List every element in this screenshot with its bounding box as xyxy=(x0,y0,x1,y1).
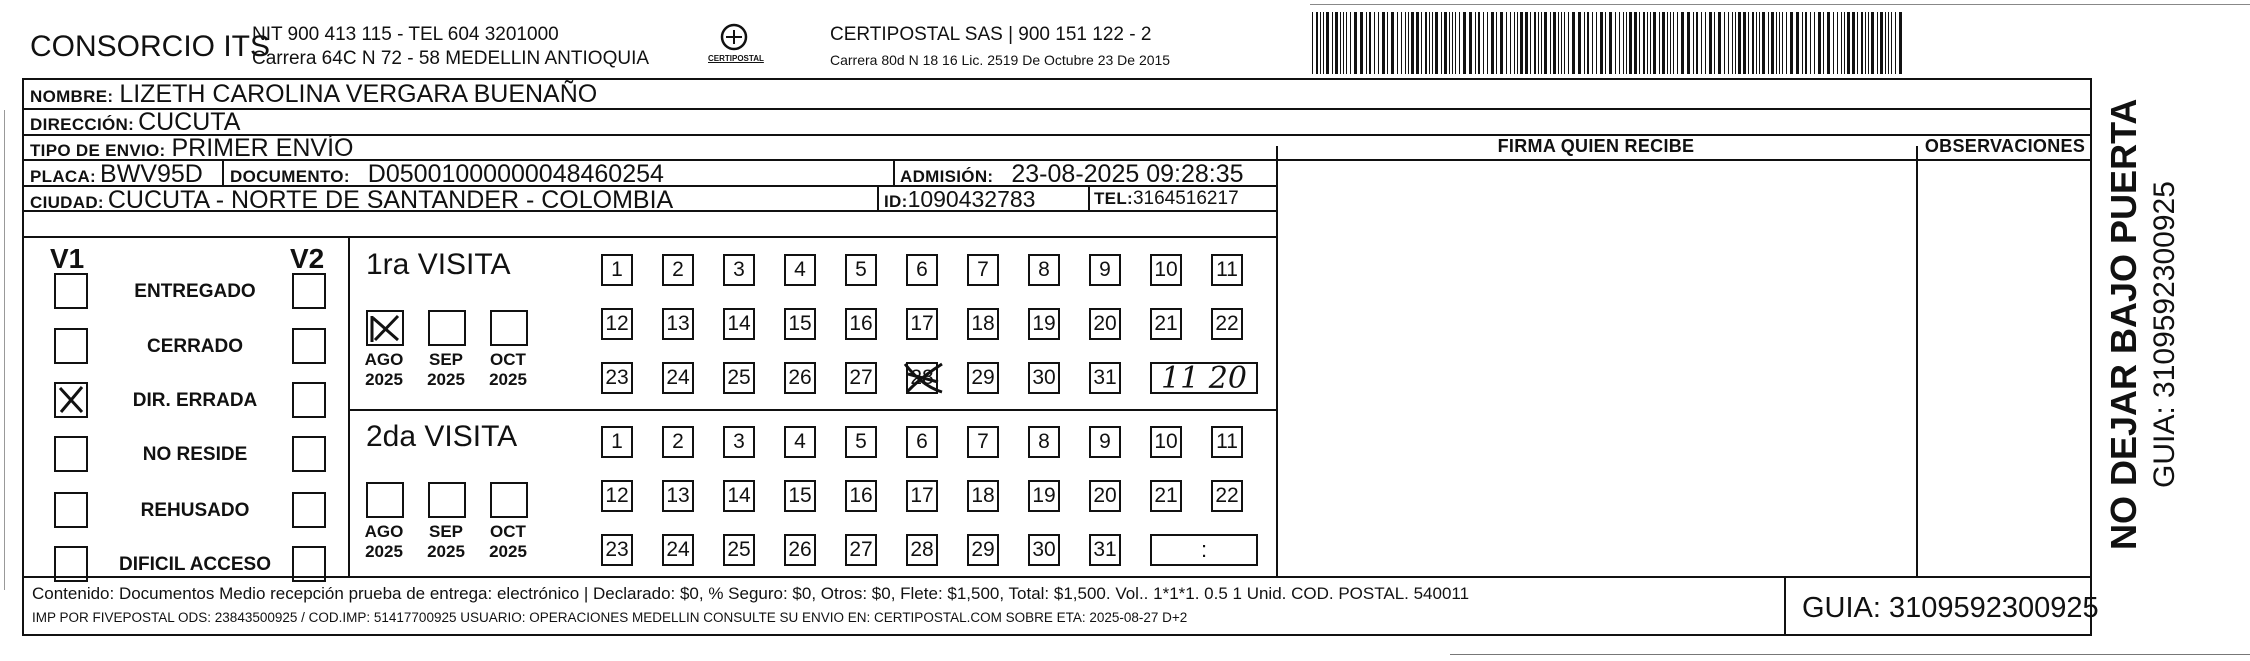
status-option-label: DIFICIL ACCESO xyxy=(118,554,271,575)
v1-checkbox[interactable] xyxy=(54,382,88,418)
day-box[interactable]: 1 xyxy=(601,426,633,458)
x-mark-icon xyxy=(368,312,402,344)
barcode-bar xyxy=(1525,12,1528,74)
barcode-bar xyxy=(1553,12,1556,74)
month-label xyxy=(482,350,534,390)
month-label xyxy=(358,522,410,562)
barcode-bar xyxy=(1714,12,1715,74)
day-box[interactable]: 6 xyxy=(906,254,938,286)
barcode-bar xyxy=(1405,12,1406,74)
barcode-bar xyxy=(1449,12,1450,74)
barcode-bar xyxy=(1696,12,1698,74)
barcode-bar xyxy=(1530,12,1531,74)
barcode-bar xyxy=(1650,12,1651,74)
barcode-bar xyxy=(1374,12,1375,74)
barcode-bar xyxy=(1534,12,1536,74)
v1-header: V1 xyxy=(50,243,85,274)
barcode-bar xyxy=(1673,12,1674,74)
status-option-label: REHUSADO xyxy=(140,500,250,521)
day-box[interactable]: 5 xyxy=(845,254,877,286)
day-box[interactable]: 15 xyxy=(784,480,816,512)
barcode-bar xyxy=(1452,12,1453,74)
firma-area[interactable] xyxy=(1280,162,1912,574)
observaciones-header: OBSERVACIONES xyxy=(1924,136,2086,156)
barcode-bar xyxy=(1790,12,1793,74)
barcode-bar xyxy=(1629,12,1632,74)
day-box[interactable]: 22 xyxy=(1211,480,1243,512)
day-box[interactable]: 28 xyxy=(906,534,938,566)
barcode-bar xyxy=(1852,12,1855,74)
barcode-bar xyxy=(1709,12,1712,74)
ciudad-label: CIUDAD: xyxy=(30,193,104,212)
day-box[interactable]: 27 xyxy=(845,362,877,394)
barcode-bar xyxy=(1584,12,1585,74)
day-box[interactable]: 19 xyxy=(1028,480,1060,512)
barcode-bar xyxy=(1558,12,1559,74)
barcode-bar xyxy=(1382,12,1385,74)
barcode-bar xyxy=(1408,12,1409,74)
barcode-bar xyxy=(1463,12,1466,74)
barcode-bar xyxy=(1312,12,1313,74)
barcode-bar xyxy=(1335,12,1338,74)
status-option-label: NO RESIDE xyxy=(142,444,248,465)
barcode-bar xyxy=(1728,12,1729,74)
day-box[interactable]: 31 xyxy=(1089,362,1121,394)
barcode-bar xyxy=(1491,12,1494,74)
barcode-bar xyxy=(1841,12,1842,74)
barcode-bar xyxy=(1578,12,1581,74)
placa-cell xyxy=(30,160,203,189)
barcode-bar xyxy=(1520,12,1523,74)
footer-contenido: Contenido: Documentos Medio recepción prueba de entrega: electrónico | Declarado: $0, % Seguro: $0, Otros: $0, Flete: $1,500, Total: $1,500. Vol.. 1*1*1. 0.5 1 Unid. COD. POSTAL. 540011 xyxy=(32,584,1470,603)
barcode-bar xyxy=(1735,12,1736,74)
barcode-bar xyxy=(1681,12,1684,74)
barcode-bar xyxy=(1429,12,1430,74)
day-box[interactable]: 7 xyxy=(967,254,999,286)
barcode-bar xyxy=(1496,12,1497,74)
barcode-bar xyxy=(1732,12,1733,74)
id-value: 1090432783 xyxy=(907,186,1036,212)
status-option-label: DIR. ERRADA xyxy=(132,390,258,411)
barcode-bar xyxy=(1880,12,1883,74)
day-box[interactable]: 9 xyxy=(1089,426,1121,458)
day-box[interactable]: 8 xyxy=(1028,254,1060,286)
v2-checkbox[interactable] xyxy=(292,546,326,582)
barcode-bar xyxy=(1653,12,1656,74)
v1-checkbox[interactable] xyxy=(54,328,88,364)
barcode-bar xyxy=(1743,12,1746,74)
barcode-bar xyxy=(1346,12,1347,74)
barcode-bar xyxy=(1332,12,1333,74)
barcode-bar xyxy=(1538,12,1539,74)
day-box[interactable]: 12 xyxy=(601,480,633,512)
barcode-bar xyxy=(1340,12,1341,74)
barcode-bar xyxy=(1483,12,1484,74)
carrier-name: CERTIPOSTAL SAS | 900 151 122 - 2 xyxy=(830,24,1152,45)
ciudad-cell xyxy=(30,186,673,215)
day-box[interactable]: 4 xyxy=(784,426,816,458)
month-checkbox[interactable] xyxy=(428,482,466,518)
documento-label: DOCUMENTO: xyxy=(230,167,350,186)
barcode-bar xyxy=(1596,12,1597,74)
barcode-bar xyxy=(1771,12,1774,74)
barcode-bar xyxy=(1587,12,1589,74)
barcode-bar xyxy=(1561,12,1562,74)
day-box[interactable]: 2 xyxy=(662,254,694,286)
day-box[interactable]: 12 xyxy=(601,308,633,340)
footer-imp: IMP POR FIVEPOSTAL ODS: 23843500925 / COD.IMP: 51417700925 USUARIO: OPERACIONES MEDELLIN CONSULTE SU ENVIO EN: CERTIPOSTAL.COM SOBRE ETA: 2025-08-27 D+2 xyxy=(32,610,1188,625)
barcode-bar xyxy=(1444,12,1447,74)
nombre-value: LIZETH CAROLINA VERGARA BUENAÑO xyxy=(119,80,598,108)
barcode-bar xyxy=(1619,12,1620,74)
ciudad-value: CUCUTA - NORTE DE SANTANDER - COLOMBIA xyxy=(107,186,674,214)
day-box[interactable]: 8 xyxy=(1028,426,1060,458)
v2-header: V2 xyxy=(290,243,325,274)
barcode-bar xyxy=(1323,12,1324,74)
x-mark-icon xyxy=(56,384,86,416)
barcode-bar xyxy=(1564,12,1565,74)
barcode-bar xyxy=(1861,12,1863,74)
barcode-bar xyxy=(1888,12,1889,74)
barcode-bar xyxy=(1360,12,1363,74)
barcode-bar xyxy=(1387,12,1388,74)
month-name: AGO xyxy=(364,350,404,369)
barcode-bar xyxy=(1782,12,1783,74)
tel-cell xyxy=(1094,188,1239,210)
barcode-bar xyxy=(1354,12,1357,74)
month-label xyxy=(358,350,410,390)
day-box[interactable]: 18 xyxy=(967,308,999,340)
day-box[interactable]: 14 xyxy=(723,480,755,512)
time-field[interactable]: : xyxy=(1150,534,1258,566)
day-box[interactable]: 21 xyxy=(1150,308,1182,340)
status-option-label: ENTREGADO xyxy=(134,281,256,302)
day-box[interactable]: 7 xyxy=(967,426,999,458)
month-checkbox[interactable] xyxy=(490,310,528,346)
barcode-bar xyxy=(1814,12,1815,74)
day-box[interactable]: 26 xyxy=(784,534,816,566)
v2-checkbox[interactable] xyxy=(292,492,326,528)
barcode-bar xyxy=(1667,12,1668,74)
month-year: 2025 xyxy=(365,370,403,389)
barcode-bar xyxy=(1705,12,1706,74)
barcode-bar xyxy=(1326,12,1329,74)
barcode-bar xyxy=(1718,12,1721,74)
documento-cell xyxy=(230,160,664,189)
admision-cell xyxy=(900,160,1244,189)
barcode-bar xyxy=(1416,12,1419,74)
no-dejar-bajo-puerta: NO DEJAR BAJO PUERTA xyxy=(2103,98,2144,550)
barcode-bar xyxy=(1517,12,1518,74)
barcode-bar xyxy=(1600,12,1603,74)
day-box[interactable]: 11 xyxy=(1211,426,1243,458)
barcode-bar xyxy=(1659,12,1660,74)
day-box[interactable]: 15 xyxy=(784,308,816,340)
day-box[interactable]: 24 xyxy=(662,534,694,566)
day-box[interactable]: 29 xyxy=(967,534,999,566)
barcode-bar xyxy=(1899,12,1902,74)
barcode-bar xyxy=(1786,12,1787,74)
company-nit: NIT 900 413 115 - TEL 604 3201000 xyxy=(252,24,559,45)
barcode-bar xyxy=(1397,12,1398,74)
barcode-bar xyxy=(1506,12,1507,74)
direccion-row xyxy=(30,108,240,137)
barcode-bar xyxy=(1475,12,1476,74)
tel-value: 3164516217 xyxy=(1132,188,1239,209)
day-box[interactable]: 5 xyxy=(845,426,877,458)
barcode-bar xyxy=(1421,12,1422,74)
barcode-bar xyxy=(1827,12,1830,74)
day-box[interactable]: 4 xyxy=(784,254,816,286)
month-name: AGO xyxy=(364,522,404,541)
v2-checkbox[interactable] xyxy=(292,382,326,418)
v2-checkbox[interactable] xyxy=(292,436,326,472)
day-box[interactable]: 17 xyxy=(906,308,938,340)
day-box[interactable]: 18 xyxy=(967,480,999,512)
visit-title: 1ra VISITA xyxy=(366,248,511,281)
day-box[interactable]: 6 xyxy=(906,426,938,458)
day-box[interactable]: 23 xyxy=(601,534,633,566)
direccion-value: CUCUTA xyxy=(138,108,241,136)
barcode-bar xyxy=(1762,12,1765,74)
month-year: 2025 xyxy=(427,542,465,561)
barcode-bar xyxy=(1818,12,1821,74)
barcode-bar xyxy=(1779,12,1780,74)
admision-value: 23-08-2025 09:28:35 xyxy=(1011,160,1244,188)
barcode-bar xyxy=(1391,12,1394,74)
barcode-bar xyxy=(1350,12,1351,74)
day-box[interactable]: 9 xyxy=(1089,254,1121,286)
barcode-bar xyxy=(1693,12,1694,74)
month-checkbox[interactable] xyxy=(490,482,528,518)
barcode-bar xyxy=(1432,12,1433,74)
barcode-bar xyxy=(1592,12,1593,74)
barcode-bar xyxy=(1643,12,1645,74)
v1-checkbox[interactable] xyxy=(54,273,88,309)
day-box[interactable]: 3 xyxy=(723,254,755,286)
barcode-bar xyxy=(1810,12,1811,74)
barcode-bar xyxy=(1411,12,1414,74)
barcode-bar xyxy=(1756,12,1757,74)
v1-checkbox[interactable] xyxy=(54,492,88,528)
day-box[interactable]: 27 xyxy=(845,534,877,566)
v2-checkbox[interactable] xyxy=(292,328,326,364)
month-name: OCT xyxy=(490,350,526,369)
barcode-bar xyxy=(1701,12,1702,74)
placa-label: PLACA: xyxy=(30,167,97,186)
month-checkbox[interactable] xyxy=(428,310,466,346)
id-cell xyxy=(884,186,1035,213)
month-year: 2025 xyxy=(427,370,465,389)
barcode-bar xyxy=(1605,12,1606,74)
barcode-bar xyxy=(1615,12,1616,74)
day-box[interactable]: 25 xyxy=(723,534,755,566)
day-box[interactable]: 20 xyxy=(1089,308,1121,340)
month-label xyxy=(482,522,534,562)
day-box[interactable]: 28 xyxy=(906,362,938,394)
day-box[interactable]: 16 xyxy=(845,308,877,340)
barcode xyxy=(1310,10,1904,76)
barcode-bar xyxy=(1634,12,1637,74)
barcode-bar xyxy=(1639,12,1640,74)
barcode-bar xyxy=(1871,12,1874,74)
barcode-bar xyxy=(1847,12,1850,74)
barcode-bar xyxy=(1514,12,1515,74)
day-box[interactable]: 10 xyxy=(1150,426,1182,458)
day-box[interactable]: 13 xyxy=(662,480,694,512)
barcode-bar xyxy=(1877,12,1878,74)
barcode-bar xyxy=(1752,12,1754,74)
barcode-bar xyxy=(1550,12,1551,74)
month-checkbox[interactable] xyxy=(366,310,404,346)
day-box[interactable]: 3 xyxy=(723,426,755,458)
v1-checkbox[interactable] xyxy=(54,546,88,582)
barcode-bar xyxy=(1568,12,1569,74)
v1-checkbox[interactable] xyxy=(54,436,88,472)
barcode-bar xyxy=(1320,12,1321,74)
barcode-bar xyxy=(1776,12,1777,74)
barcode-bar xyxy=(1865,12,1866,74)
barcode-bar xyxy=(1626,12,1627,74)
time-field[interactable]: 11 20 xyxy=(1150,362,1258,394)
day-mark-icon xyxy=(902,360,944,401)
v2-checkbox[interactable] xyxy=(292,273,326,309)
day-box[interactable]: 16 xyxy=(845,480,877,512)
company-name: CONSORCIO ITS xyxy=(30,30,271,63)
barcode-bar xyxy=(1768,12,1769,74)
barcode-bar xyxy=(1647,12,1648,74)
day-box[interactable]: 29 xyxy=(967,362,999,394)
barcode-bar xyxy=(1544,12,1547,74)
tipo-value: PRIMER ENVÍO xyxy=(171,134,354,162)
barcode-bar xyxy=(1469,12,1472,74)
barcode-bar xyxy=(1895,12,1896,74)
day-box[interactable]: 11 xyxy=(1211,254,1243,286)
barcode-bar xyxy=(1805,12,1807,74)
barcode-bar xyxy=(1738,12,1741,74)
barcode-bar xyxy=(1435,12,1438,74)
day-box[interactable]: 30 xyxy=(1028,534,1060,566)
barcode-bar xyxy=(1510,12,1511,74)
tipo-row xyxy=(30,134,353,163)
month-year: 2025 xyxy=(365,542,403,561)
barcode-bar xyxy=(1425,12,1427,74)
barcode-bar xyxy=(1378,12,1379,74)
month-name: SEP xyxy=(428,522,464,541)
barcode-bar xyxy=(1487,12,1488,74)
barcode-bar xyxy=(1316,12,1318,74)
day-box[interactable]: 30 xyxy=(1028,362,1060,394)
day-box[interactable]: 24 xyxy=(662,362,694,394)
observaciones-area[interactable] xyxy=(1920,162,2090,574)
barcode-bar xyxy=(1343,12,1344,74)
day-box[interactable]: 17 xyxy=(906,480,938,512)
barcode-bar xyxy=(1687,12,1690,74)
logo-text: CERTIPOSTAL xyxy=(708,54,764,63)
barcode-bar xyxy=(1857,12,1858,74)
barcode-bar xyxy=(1478,12,1480,74)
barcode-bar xyxy=(1837,12,1838,74)
certipostal-logo xyxy=(708,20,764,70)
barcode-bar xyxy=(1662,12,1665,74)
month-year: 2025 xyxy=(489,370,527,389)
barcode-bar xyxy=(1609,12,1612,74)
placa-value: BWV95D xyxy=(100,160,203,188)
nombre-label: NOMBRE: xyxy=(30,87,114,106)
barcode-bar xyxy=(1823,12,1824,74)
day-box[interactable]: 21 xyxy=(1150,480,1182,512)
carrier-address: Carrera 80d N 18 16 Lic. 2519 De Octubre 23 De 2015 xyxy=(830,52,1171,68)
barcode-bar xyxy=(1748,12,1749,74)
barcode-bar xyxy=(1885,12,1886,74)
barcode-bar xyxy=(1833,12,1834,74)
month-label xyxy=(420,522,472,562)
day-box[interactable]: 31 xyxy=(1089,534,1121,566)
company-address: Carrera 64C N 72 - 58 MEDELLIN ANTIOQUIA xyxy=(252,48,650,69)
barcode-bar xyxy=(1802,12,1803,74)
firma-header: FIRMA QUIEN RECIBE xyxy=(1497,136,1695,156)
barcode-bar xyxy=(1459,12,1460,74)
documento-value: D05001000000048460254 xyxy=(367,160,664,188)
month-name: SEP xyxy=(428,350,464,369)
barcode-bar xyxy=(1677,12,1678,74)
day-box[interactable]: 26 xyxy=(784,362,816,394)
direccion-label: DIRECCIÓN: xyxy=(30,115,135,134)
barcode-bar xyxy=(1844,12,1845,74)
day-box[interactable]: 10 xyxy=(1150,254,1182,286)
month-checkbox[interactable] xyxy=(366,482,404,518)
side-guia: GUIA: 3109592300925 xyxy=(2148,181,2181,488)
day-box[interactable]: 25 xyxy=(723,362,755,394)
barcode-bar xyxy=(1891,12,1892,74)
visit-title: 2da VISITA xyxy=(366,420,518,453)
tel-label: TEL: xyxy=(1094,189,1133,208)
barcode-bar xyxy=(1369,12,1371,74)
id-label: ID: xyxy=(884,192,908,211)
barcode-bar xyxy=(1572,12,1575,74)
barcode-bar xyxy=(1796,12,1799,74)
barcode-bar xyxy=(1623,12,1624,74)
barcode-bar xyxy=(1670,12,1671,74)
status-option-label: CERRADO xyxy=(146,336,244,357)
day-box[interactable]: 2 xyxy=(662,426,694,458)
tipo-label: TIPO DE ENVIO: xyxy=(30,141,166,160)
month-year: 2025 xyxy=(489,542,527,561)
day-box[interactable]: 14 xyxy=(723,308,755,340)
footer-guia: GUIA: 3109592300925 xyxy=(1802,592,2099,624)
day-box[interactable]: 23 xyxy=(601,362,633,394)
barcode-bar xyxy=(1401,12,1402,74)
barcode-bar xyxy=(1541,12,1542,74)
barcode-bar xyxy=(1868,12,1869,74)
barcode-bar xyxy=(1500,12,1503,74)
month-label xyxy=(420,350,472,390)
barcode-bar xyxy=(1759,12,1760,74)
day-box[interactable]: 19 xyxy=(1028,308,1060,340)
barcode-bar xyxy=(1724,12,1725,74)
barcode-bar xyxy=(1441,12,1442,74)
month-name: OCT xyxy=(490,522,526,541)
admision-label: ADMISIÓN: xyxy=(900,167,994,186)
day-box[interactable]: 20 xyxy=(1089,480,1121,512)
day-box[interactable]: 13 xyxy=(662,308,694,340)
nombre-row xyxy=(30,80,597,109)
day-box[interactable]: 22 xyxy=(1211,308,1243,340)
day-box[interactable]: 1 xyxy=(601,254,633,286)
barcode-bar xyxy=(1366,12,1367,74)
barcode-bar xyxy=(1455,12,1456,74)
